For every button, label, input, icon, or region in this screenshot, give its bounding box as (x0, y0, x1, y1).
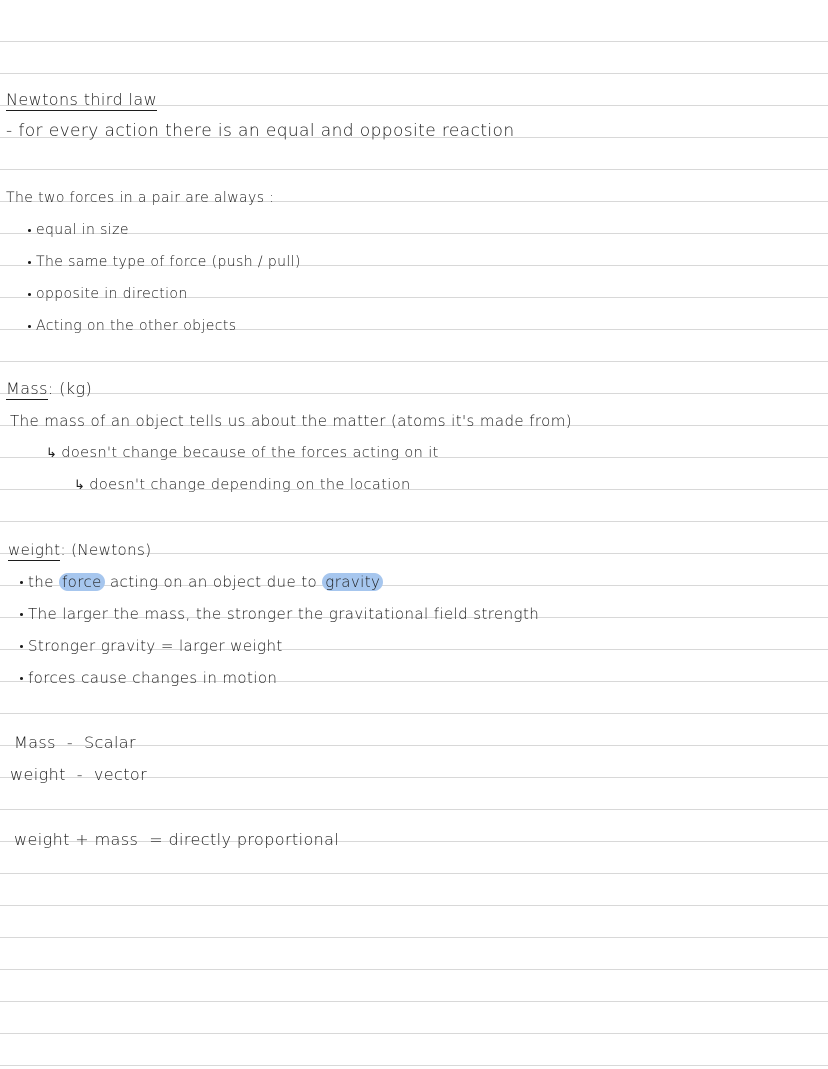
bullet-dot (28, 293, 31, 296)
pair-bullet-text: opposite in direction (36, 286, 188, 302)
arrow-icon: ↳ (46, 446, 58, 461)
heading-newtons-third-law (6, 90, 157, 110)
pair-bullet-text: Acting on the other objects (36, 318, 237, 334)
weight-heading (8, 540, 152, 560)
weight-mass-relation: weight + mass = directly proportional (14, 830, 340, 849)
mass-unit: : (kg) (47, 379, 93, 398)
weight-bullet-2 (20, 604, 539, 624)
bullet-dot (28, 229, 31, 232)
pair-bullet-2 (28, 252, 301, 272)
mass-sub-text: doesn't change because of the forces acting on it (61, 445, 439, 461)
weight-bullet-pre: the (28, 573, 54, 591)
weight-bullet-mid: acting on an object due to (109, 573, 318, 591)
mass-sub-1 (46, 443, 439, 464)
mass-definition: The mass of an object tells us about the matter (atoms it's made from) (10, 412, 572, 430)
weight-bullet-text: forces cause changes in motion (28, 669, 278, 687)
weight-bullet-text: Stronger gravity = larger weight (28, 637, 283, 655)
weight-bullet-3 (20, 636, 283, 656)
pair-bullet-text: equal in size (36, 222, 129, 238)
bullet-dot (28, 261, 31, 264)
weight-vector: weight - vector (10, 765, 148, 784)
weight-bullet-1 (20, 572, 383, 592)
pair-bullet-4 (28, 316, 236, 336)
weight-unit: : (Newtons) (60, 541, 152, 559)
mass-sub-2 (74, 475, 411, 496)
mass-heading (6, 379, 92, 399)
mass-sub-text: doesn't change depending on the location (89, 477, 411, 493)
pair-bullet-1 (28, 220, 129, 240)
weight-heading-word: weight (8, 541, 61, 559)
newton-definition: - for every action there is an equal and opposite reaction (6, 121, 515, 141)
mass-heading-word: Mass (6, 379, 48, 398)
arrow-icon: ↳ (74, 478, 86, 493)
bullet-dot (28, 325, 31, 328)
pair-bullet-text: The same type of force (push / pull) (36, 254, 301, 270)
pair-bullet-3 (28, 284, 188, 304)
weight-bullet-4 (20, 668, 277, 688)
highlight-force: force (59, 573, 105, 591)
bullet-dot (20, 581, 23, 584)
highlight-gravity: gravity (322, 573, 383, 591)
weight-bullet-text: The larger the mass, the stronger the gravitational field strength (28, 605, 540, 623)
mass-scalar: Mass - Scalar (14, 733, 136, 752)
bullet-dot (20, 677, 23, 680)
bullet-dot (20, 613, 23, 616)
pair-intro: The two forces in a pair are always : (6, 190, 275, 206)
bullet-dot (20, 645, 23, 648)
heading-text: Newtons third law (6, 90, 158, 109)
